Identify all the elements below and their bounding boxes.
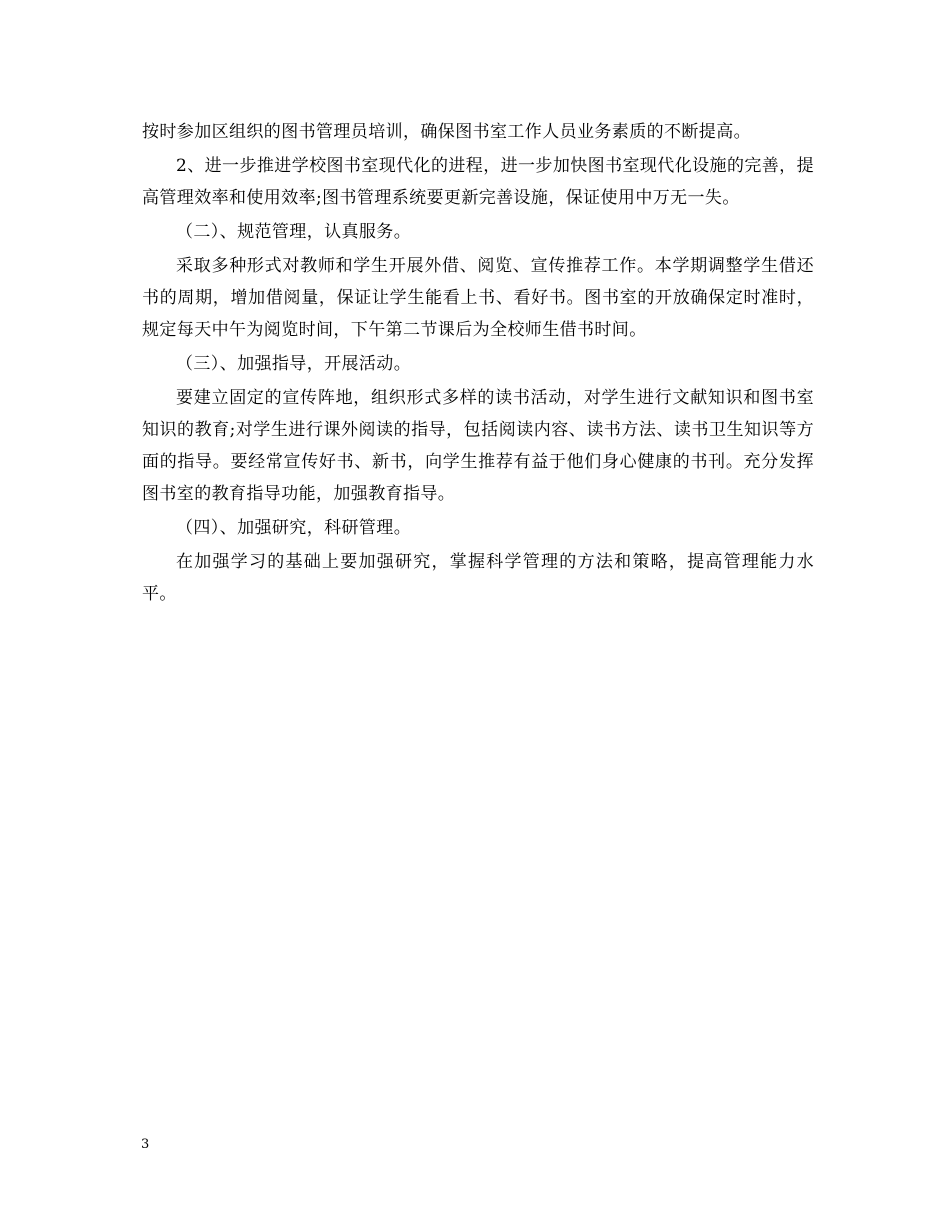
paragraph-service: 采取多种形式对教师和学生开展外借、阅览、宣传推荐工作。本学期调整学生借还书的周期，增加借阅量，保证让学生能看上书、看好书。图书室的开放确保定时准时，规定每天中午为阅览时间，下午第二节课后为全校师生借书时间。 [142, 256, 814, 340]
section-heading-2: （二）、规范管理，认真服务。 [176, 222, 412, 242]
body-text [142, 116, 814, 612]
section-heading-3: （三）、加强指导，开展活动。 [176, 354, 412, 374]
paragraph-research: 在加强学习的基础上要加强研究，掌握科学管理的方法和策略，提高管理能力水平。 [142, 552, 814, 604]
paragraph-training: 按时参加区组织的图书管理员培训，确保图书室工作人员业务素质的不断提高。 [142, 122, 751, 142]
page-number: 3 [141, 1137, 150, 1152]
section-heading-4: （四）、加强研究，科研管理。 [176, 518, 412, 538]
paragraph-guidance: 要建立固定的宣传阵地，组织形式多样的读书活动，对学生进行文献知识和图书室知识的教育;对学生进行课外阅读的指导，包括阅读内容、读书方法、读书卫生知识等方面的指导。要经常宣传好书、新书，向学生推荐有益于他们身心健康的书刊。充分发挥图书室的教育指导功能，加强教育指导。 [142, 388, 814, 504]
paragraph-modernization: 2、进一步推进学校图书室现代化的进程，进一步加快图书室现代化设施的完善，提高管理效率和使用效率;图书管理系统要更新完善设施，保证使用中万无一失。 [142, 156, 814, 208]
